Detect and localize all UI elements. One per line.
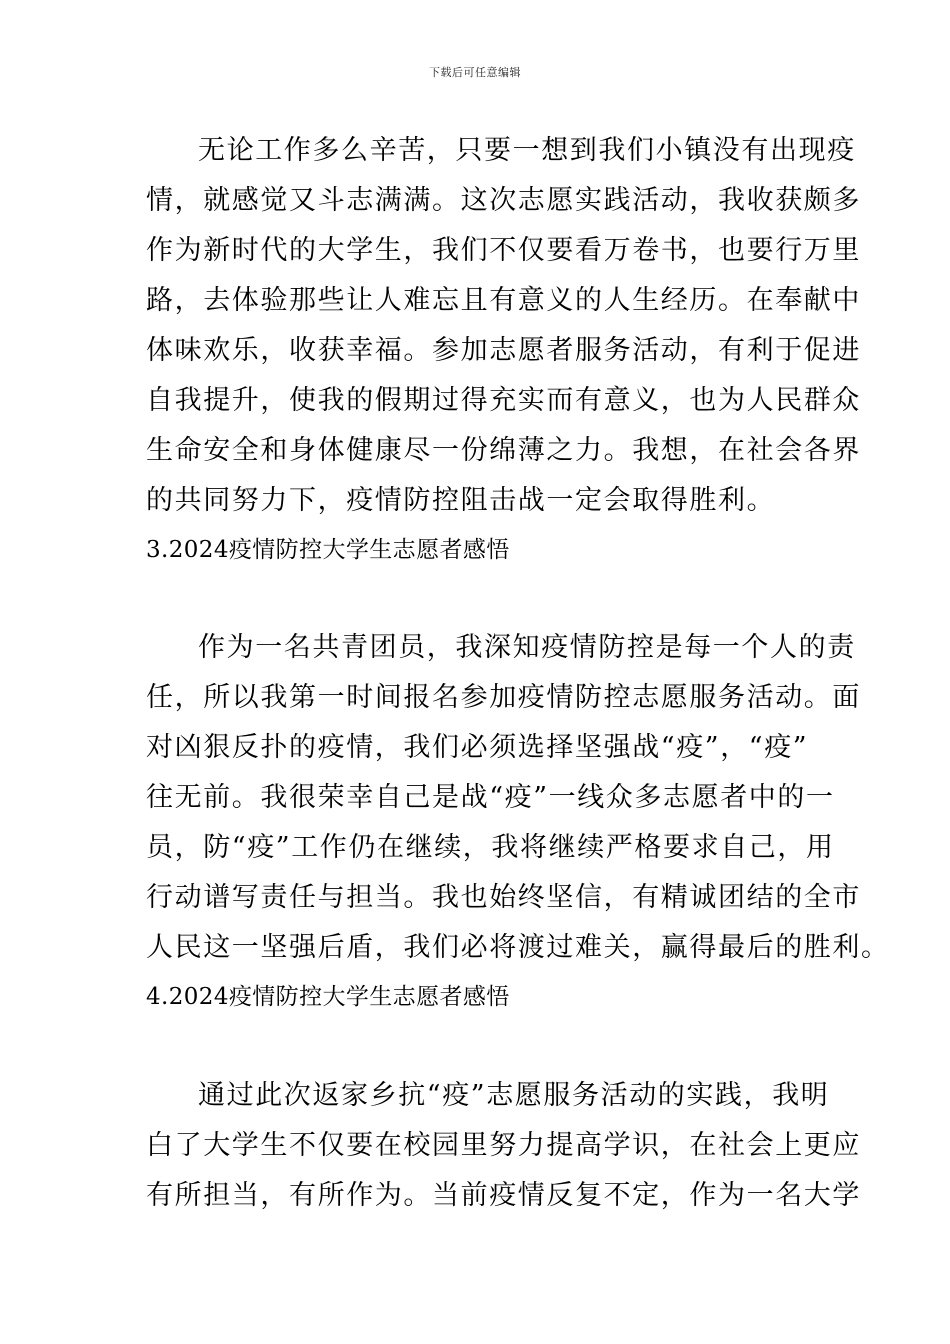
section-heading: 3.2024疫情防控大学生志愿者感悟 (146, 537, 510, 563)
page-header-note: 下载后可任意编辑 (429, 66, 521, 79)
paragraph-line: 作为新时代的大学生，我们不仅要看万卷书，也要行万里 (146, 235, 861, 266)
paragraph-line: 往无前。我很荣幸自己是战“疫”一线众多志愿者中的一 (146, 782, 835, 813)
paragraph-line: 通过此次返家乡抗“疫”志愿服务活动的实践，我明 (198, 1080, 830, 1111)
paragraph-line: 任，所以我第一时间报名参加疫情防控志愿服务活动。面 (146, 682, 861, 713)
paragraph-line: 自我提升，使我的假期过得充实而有意义，也为人民群众 (146, 385, 861, 416)
paragraph-line: 有所担当，有所作为。当前疫情反复不定，作为一名大学 (146, 1180, 861, 1211)
paragraph-line: 的共同努力下，疫情防控阻击战一定会取得胜利。 (146, 485, 776, 516)
paragraph-line: 无论工作多么辛苦，只要一想到我们小镇没有出现疫 (198, 135, 856, 166)
paragraph-line: 生命安全和身体健康尽一份绵薄之力。我想，在社会各界 (146, 435, 861, 466)
paragraph-line: 作为一名共青团员，我深知疫情防控是每一个人的责 (198, 632, 856, 663)
paragraph-line: 人民这一坚强后盾，我们必将渡过难关，赢得最后的胜利。 (146, 932, 890, 963)
section-heading: 4.2024疫情防控大学生志愿者感悟 (146, 984, 510, 1010)
paragraph-line: 行动谱写责任与担当。我也始终坚信，有精诚团结的全市 (146, 882, 861, 913)
paragraph-line: 对凶狠反扑的疫情，我们必须选择坚强战“疫”，“疫” (146, 732, 809, 763)
paragraph-line: 员，防“疫”工作仍在继续，我将继续严格要求自己，用 (146, 832, 835, 863)
paragraph-line: 情，就感觉又斗志满满。这次志愿实践活动，我收获颇多 (146, 185, 861, 216)
paragraph-line: 体味欢乐，收获幸福。参加志愿者服务活动，有利于促进 (146, 335, 861, 366)
paragraph-line: 白了大学生不仅要在校园里努力提高学识，在社会上更应 (146, 1130, 861, 1161)
paragraph-line: 路，去体验那些让人难忘且有意义的人生经历。在奉献中 (146, 285, 861, 316)
